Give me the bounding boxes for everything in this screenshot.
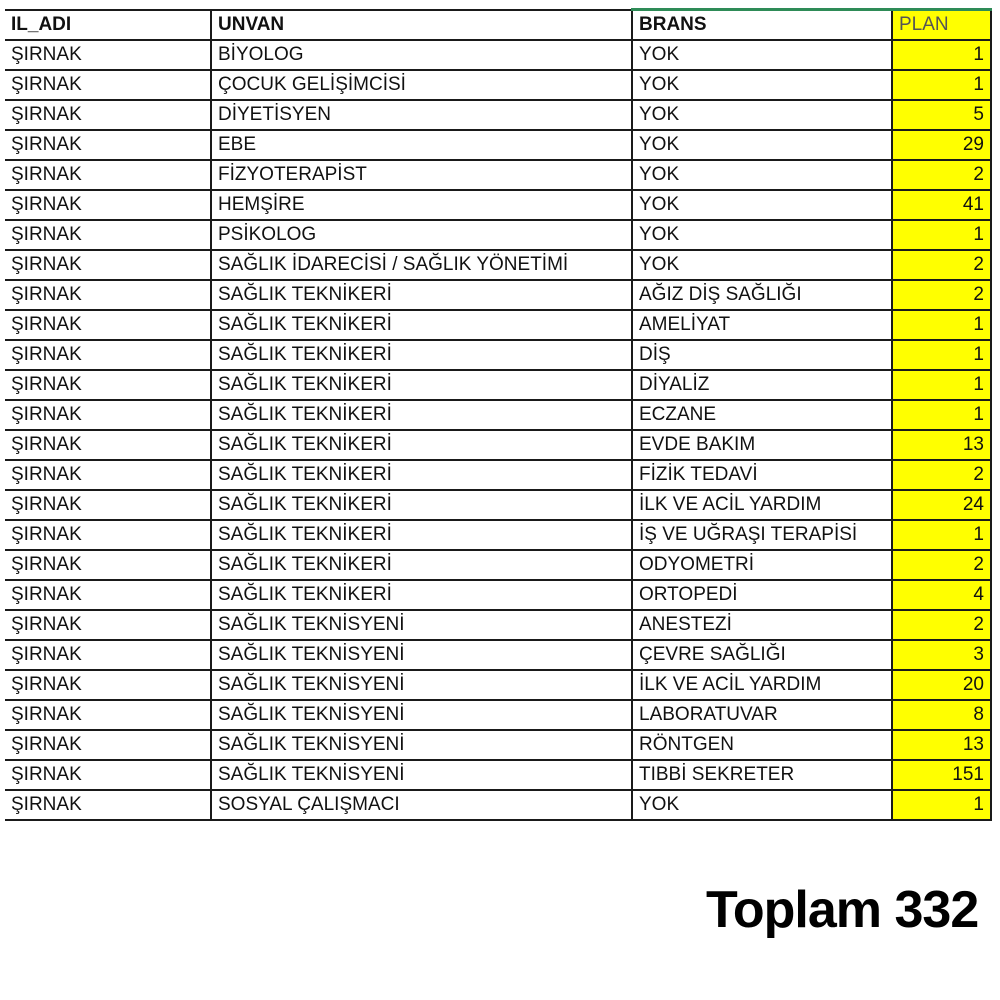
cell-il-adi[interactable]: ŞIRNAK — [5, 580, 211, 610]
cell-il-adi[interactable]: ŞIRNAK — [5, 100, 211, 130]
table-row — [5, 730, 991, 760]
cell-unvan[interactable]: EBE — [211, 130, 632, 160]
cell-brans[interactable]: YOK — [632, 190, 892, 220]
table-row — [5, 340, 991, 370]
cell-il-adi[interactable]: ŞIRNAK — [5, 400, 211, 430]
table-row — [5, 460, 991, 490]
cell-plan[interactable]: 2 — [892, 460, 991, 490]
cell-unvan[interactable]: SAĞLIK TEKNİKERİ — [211, 310, 632, 340]
table-row — [5, 490, 991, 520]
cell-brans[interactable]: İLK VE ACİL YARDIM — [632, 670, 892, 700]
cell-il-adi[interactable]: ŞIRNAK — [5, 220, 211, 250]
table-row — [5, 190, 991, 220]
cell-plan[interactable]: 20 — [892, 670, 991, 700]
cell-plan[interactable]: 4 — [892, 580, 991, 610]
cell-unvan[interactable]: SAĞLIK TEKNİSYENİ — [211, 700, 632, 730]
cell-plan[interactable]: 2 — [892, 550, 991, 580]
cell-il-adi[interactable]: ŞIRNAK — [5, 640, 211, 670]
cell-plan[interactable]: 13 — [892, 430, 991, 460]
cell-unvan[interactable]: SAĞLIK TEKNİSYENİ — [211, 730, 632, 760]
table-row — [5, 400, 991, 430]
cell-unvan[interactable]: SAĞLIK TEKNİSYENİ — [211, 610, 632, 640]
table-row — [5, 640, 991, 670]
cell-brans[interactable]: ORTOPEDİ — [632, 580, 892, 610]
table-row — [5, 220, 991, 250]
cell-unvan[interactable]: SAĞLIK İDARECİSİ / SAĞLIK YÖNETİMİ — [211, 250, 632, 280]
cell-brans[interactable]: LABORATUVAR — [632, 700, 892, 730]
cell-il-adi[interactable]: ŞIRNAK — [5, 730, 211, 760]
cell-brans[interactable]: YOK — [632, 790, 892, 820]
cell-unvan[interactable]: PSİKOLOG — [211, 220, 632, 250]
table-row — [5, 520, 991, 550]
table-row — [5, 700, 991, 730]
cell-plan[interactable]: 3 — [892, 640, 991, 670]
cell-unvan[interactable]: SAĞLIK TEKNİSYENİ — [211, 670, 632, 700]
header-brans[interactable]: BRANS — [632, 10, 892, 40]
cell-unvan[interactable]: SAĞLIK TEKNİKERİ — [211, 520, 632, 550]
cell-il-adi[interactable]: ŞIRNAK — [5, 490, 211, 520]
cell-unvan[interactable]: SAĞLIK TEKNİKERİ — [211, 340, 632, 370]
cell-brans[interactable]: YOK — [632, 40, 892, 70]
cell-brans[interactable]: ANESTEZİ — [632, 610, 892, 640]
cell-brans[interactable]: RÖNTGEN — [632, 730, 892, 760]
header-plan[interactable]: PLAN — [892, 10, 991, 40]
cell-brans[interactable]: AMELİYAT — [632, 310, 892, 340]
table-row — [5, 250, 991, 280]
cell-unvan[interactable]: SAĞLIK TEKNİKERİ — [211, 430, 632, 460]
cell-unvan[interactable]: SAĞLIK TEKNİKERİ — [211, 280, 632, 310]
table-row — [5, 790, 991, 820]
cell-plan[interactable]: 2 — [892, 610, 991, 640]
table-row — [5, 280, 991, 310]
table-row — [5, 580, 991, 610]
cell-il-adi[interactable]: ŞIRNAK — [5, 70, 211, 100]
cell-plan[interactable]: 29 — [892, 130, 991, 160]
header-unvan[interactable]: UNVAN — [211, 10, 632, 40]
header-il-adi[interactable]: IL_ADI — [5, 10, 211, 40]
cell-plan[interactable]: 1 — [892, 790, 991, 820]
table-row — [5, 670, 991, 700]
cell-brans[interactable]: ODYOMETRİ — [632, 550, 892, 580]
cell-plan[interactable]: 5 — [892, 100, 991, 130]
cell-unvan[interactable]: BİYOLOG — [211, 40, 632, 70]
table-row — [5, 70, 991, 100]
cell-il-adi[interactable]: ŞIRNAK — [5, 130, 211, 160]
cell-unvan[interactable]: SAĞLIK TEKNİKERİ — [211, 550, 632, 580]
cell-unvan[interactable]: HEMŞİRE — [211, 190, 632, 220]
cell-il-adi[interactable]: ŞIRNAK — [5, 610, 211, 640]
cell-plan[interactable]: 8 — [892, 700, 991, 730]
cell-unvan[interactable]: SAĞLIK TEKNİSYENİ — [211, 640, 632, 670]
cell-plan[interactable]: 1 — [892, 220, 991, 250]
cell-il-adi[interactable]: ŞIRNAK — [5, 280, 211, 310]
cell-il-adi[interactable]: ŞIRNAK — [5, 760, 211, 790]
cell-il-adi[interactable]: ŞIRNAK — [5, 310, 211, 340]
cell-unvan[interactable]: SAĞLIK TEKNİKERİ — [211, 580, 632, 610]
cell-brans[interactable]: YOK — [632, 70, 892, 100]
cell-brans[interactable]: YOK — [632, 100, 892, 130]
cell-il-adi[interactable]: ŞIRNAK — [5, 700, 211, 730]
cell-il-adi[interactable]: ŞIRNAK — [5, 790, 211, 820]
cell-plan[interactable]: 2 — [892, 160, 991, 190]
table-row — [5, 40, 991, 70]
cell-brans[interactable]: TIBBİ SEKRETER — [632, 760, 892, 790]
cell-il-adi[interactable]: ŞIRNAK — [5, 520, 211, 550]
cell-unvan[interactable]: SAĞLIK TEKNİKERİ — [211, 460, 632, 490]
cell-plan[interactable]: 2 — [892, 250, 991, 280]
cell-il-adi[interactable]: ŞIRNAK — [5, 340, 211, 370]
cell-il-adi[interactable]: ŞIRNAK — [5, 460, 211, 490]
cell-il-adi[interactable]: ŞIRNAK — [5, 430, 211, 460]
cell-brans[interactable]: DİŞ — [632, 340, 892, 370]
cell-il-adi[interactable]: ŞIRNAK — [5, 670, 211, 700]
cell-unvan[interactable]: DİYETİSYEN — [211, 100, 632, 130]
cell-plan[interactable]: 1 — [892, 310, 991, 340]
cell-unvan[interactable]: SAĞLIK TEKNİKERİ — [211, 490, 632, 520]
table-row — [5, 610, 991, 640]
cell-unvan[interactable]: SOSYAL ÇALIŞMACI — [211, 790, 632, 820]
cell-plan[interactable]: 1 — [892, 40, 991, 70]
cell-brans[interactable]: YOK — [632, 130, 892, 160]
total-label: Toplam 332 — [706, 881, 979, 939]
cell-plan[interactable]: 41 — [892, 190, 991, 220]
cell-plan[interactable]: 24 — [892, 490, 991, 520]
cell-il-adi[interactable]: ŞIRNAK — [5, 370, 211, 400]
cell-unvan[interactable]: FİZYOTERAPİST — [211, 160, 632, 190]
table-row — [5, 100, 991, 130]
cell-il-adi[interactable]: ŞIRNAK — [5, 40, 211, 70]
cell-brans[interactable]: FİZİK TEDAVİ — [632, 460, 892, 490]
table-row — [5, 760, 991, 790]
cell-plan[interactable]: 1 — [892, 520, 991, 550]
cell-il-adi[interactable]: ŞIRNAK — [5, 190, 211, 220]
table-row — [5, 550, 991, 580]
cell-unvan[interactable]: ÇOCUK GELİŞİMCİSİ — [211, 70, 632, 100]
cell-il-adi[interactable]: ŞIRNAK — [5, 250, 211, 280]
cell-plan[interactable]: 1 — [892, 70, 991, 100]
cell-brans[interactable]: ECZANE — [632, 400, 892, 430]
cell-brans[interactable]: EVDE BAKIM — [632, 430, 892, 460]
plan-table — [5, 8, 992, 821]
cell-plan[interactable]: 2 — [892, 280, 991, 310]
cell-brans[interactable]: DİYALİZ — [632, 370, 892, 400]
cell-brans[interactable]: İLK VE ACİL YARDIM — [632, 490, 892, 520]
cell-unvan[interactable]: SAĞLIK TEKNİKERİ — [211, 370, 632, 400]
table-row — [5, 430, 991, 460]
header-row — [5, 10, 991, 40]
cell-plan[interactable]: 1 — [892, 400, 991, 430]
table-row — [5, 160, 991, 190]
cell-plan[interactable]: 151 — [892, 760, 991, 790]
cell-il-adi[interactable]: ŞIRNAK — [5, 160, 211, 190]
table-row — [5, 130, 991, 160]
cell-brans[interactable]: YOK — [632, 220, 892, 250]
cell-il-adi[interactable]: ŞIRNAK — [5, 550, 211, 580]
cell-brans[interactable]: ÇEVRE SAĞLIĞI — [632, 640, 892, 670]
cell-plan[interactable]: 13 — [892, 730, 991, 760]
cell-brans[interactable]: İŞ VE UĞRAŞI TERAPİSİ — [632, 520, 892, 550]
cell-brans[interactable]: YOK — [632, 160, 892, 190]
cell-unvan[interactable]: SAĞLIK TEKNİKERİ — [211, 400, 632, 430]
cell-plan[interactable]: 1 — [892, 340, 991, 370]
table-row — [5, 310, 991, 340]
table-row — [5, 370, 991, 400]
cell-plan[interactable]: 1 — [892, 370, 991, 400]
cell-brans[interactable]: YOK — [632, 250, 892, 280]
cell-brans[interactable]: AĞIZ DİŞ SAĞLIĞI — [632, 280, 892, 310]
cell-unvan[interactable]: SAĞLIK TEKNİSYENİ — [211, 760, 632, 790]
